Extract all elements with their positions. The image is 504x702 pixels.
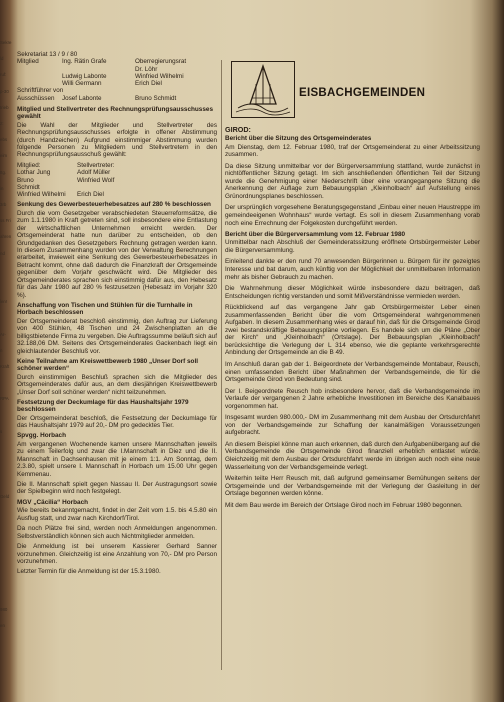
section-body: Mit dem Bau werde im Bereich der Ortslage Girod noch im Februar 1980 begonnen. xyxy=(225,501,463,509)
roster-top xyxy=(17,51,217,58)
binding-margin-fragment: ttg. xyxy=(0,169,7,175)
roster-cell: Ausschüssen xyxy=(17,94,55,102)
binding-margin-fragment: nd xyxy=(0,250,5,256)
vote-col-label: Mitglied: xyxy=(17,161,41,169)
roster-cell: Oberregierungsrat xyxy=(135,58,187,66)
roster-cell: Ing. Rätin Grafe xyxy=(62,58,107,66)
roster-sub-label: Mitglied xyxy=(17,58,39,66)
vote-cell: Adolf Müller xyxy=(77,169,111,177)
binding-margin-fragment: en xyxy=(0,623,5,629)
vote-cell: Erich Diel xyxy=(77,191,104,199)
vote-row xyxy=(17,169,217,176)
binding-margin-fragment: n xyxy=(0,347,3,353)
section-heading: Keine Teilnahme am Kreiswettbewerb 1980 „Unser Dorf soll schöner werden“ xyxy=(17,358,199,373)
binding-margin-fragment: Ar- xyxy=(0,331,6,337)
section-body: Durch die vom Gesetzgeber verabschiedeten Steuerreformsätze, die zum 1.1.1980 in Kraft getreten sind, soll insbesondere eine Entlastung der wirtschaftlichen Unternehmen erreicht werden. Der Ortsgemeinderat hatte nun darüber zu entscheiden, ob den Grundgedanken des Gesetzgebers Rechnung getragen werden kann. In diesem Zusammenhang wurden von der Verwaltung Berechnungen erarbeitet, inwieweit eine Senkung des Gewerbesteuerhebesatzes in Betracht kommt, ohne daß dadurch die Finanzkraft der Ortsgemeinde gegenüber dem Vorjahr geschwächt wird. Die Mitglieder des Ortsgemeinderates sprachen sich einstimmig dafür aus, den Hebesatz für das Jahr 1980 auf 280 % festzusetzen (Hebesatz im Vorjahr 320 %). xyxy=(17,209,217,299)
church-logo xyxy=(231,61,295,118)
binding-margin-fragment: Geld xyxy=(0,493,10,499)
section-body: Der Ortsgemeinderat beschloß einstimmig, den Auftrag zur Lieferung von 400 Stühlen, 48 Tischen und 24 Zwischenplatten an die billigstbietende Firma zu vergeben. Die Auftragssumme beläuft sich auf 32.188,06 DM. Seitens des Ortsgemeinderates Gackenbach liegt ein gleichlautender Beschluß vor. xyxy=(17,317,217,355)
section-body: Die II. Mannschaft spielt gegen Nassau II. Der Austragungsort sowie der Spielbeginn wird noch festgelegt. xyxy=(17,481,217,496)
roster-row xyxy=(17,80,217,87)
vote-cell: Lothar Jung xyxy=(17,169,51,177)
section-body: Der I. Beigeordnete Reusch hob insbesondere hervor, daß die Verbandsgemeinde im Verlaufe der vergangenen 2 Jahre erhebliche Investitionen im Bereiche des Kanalbaues vorgenommen hat. xyxy=(225,387,480,410)
roster-cell: Bruno Schmidt xyxy=(135,94,177,102)
section-body: Da diese Sitzung unmittelbar vor der Bürgerversammlung stattfand, wurde zunächst in nichtöffentlicher Sitzung getagt. Im sich anschließenden öffentlichen Teil der Sitzung wurde die Genehmigung einer Niederschrift über eine vorangegangene Sitzung die Anerkennung der Auflage zum Bebauungsplan „Kleinholbach“ auf Aufstellung eines Grünordnungsplanes beschlossen. xyxy=(225,162,480,200)
roster-cell: Erich Diel xyxy=(135,80,162,88)
section-heading: MGV „Cäcilia“ Horbach xyxy=(17,498,89,506)
section-body: Am Dienstag, dem 12. Februar 1980, traf der Ortsgemeinderat zu einer Arbeitssitzung zusammen. xyxy=(225,143,480,159)
church-logo-icon xyxy=(232,62,294,117)
binding-margin-fragment: ebs xyxy=(0,137,8,143)
section-body: Durch einstimmigen Beschluß sprachen sich die Mitglieder des Ortsgemeinderates dafür aus, an dem diesjährigen Kreiswettbewerb „Unser Dorf soll schöner werden“ nicht teilzunehmen. xyxy=(17,373,217,396)
roster-cell: Winfried Wilhelmi xyxy=(135,72,184,80)
vote-cell: Winfried Wolf xyxy=(77,176,115,184)
section-body: Der ursprünglich vorgesehene Beratungsgegenstand „Einbau einer neuen Haustreppe im gemeindeeigenen Wohnhaus“ wurde vertagt. Es soll in diesem Zusammenhang vorab noch eine Errechnung der Folgekosten durchgeführt werden. xyxy=(225,204,480,227)
binding-margin-fragment: p-30 xyxy=(0,88,9,94)
roster-cell xyxy=(17,80,62,87)
section-heading: GIROD: xyxy=(225,125,251,134)
vote-row xyxy=(17,191,217,198)
column-divider xyxy=(221,60,222,670)
binding-margin-fragment: trieb xyxy=(0,104,9,110)
section-heading: Bericht über die Bürgerversammlung vom 12. Februar 1980 xyxy=(225,231,406,239)
vote-col-label: Stellvertreter: xyxy=(77,161,115,169)
binding-margin-fragment: len! xyxy=(0,299,8,305)
roster-cell xyxy=(17,73,62,80)
section-heading: Senkung des Gewerbesteuerhebesatzes auf 280 % beschlossen xyxy=(17,201,211,209)
binding-margin-fragment: s xyxy=(0,428,3,434)
roster-top-label: Sekretariat 13 / 9 / 80 xyxy=(17,51,78,58)
roster-row xyxy=(17,58,217,65)
section-body: Weiterhin teilte Herr Reusch mit, daß aufgrund gemeinsamer Bemühungen seitens der Ortsgemeinde und der Verbandsgemeinde mit der Verlegung der Gasleitung in der Ortslage begonnen werden könne. xyxy=(225,475,480,498)
binding-margin-fragment: ld xyxy=(0,56,4,62)
vote-header xyxy=(17,162,217,169)
section-body: Der Ortsgemeinderat beschloß, die Festsetzung der Deckumlage für das Haushaltsjahr 1979 auf 20,- DM pro gedecktes Tier. xyxy=(17,414,217,430)
right-column xyxy=(225,124,480,513)
binding-margin-fragment: ahren xyxy=(0,234,12,240)
section-body: Die Anmeldung ist bei unserem Kassierer Gerhard Sanner vorzunehmen. Gleichzeitig ist eine Anzahlung von 70,- DM pro Person vorzunehmen. xyxy=(17,543,217,565)
section-body: Am vergangenen Wochenende kamen unsere Mannschaften jeweils zu einem Teilerfolg und zwar die I.Mannschaft in Diez und die II. Mannschaft in Dachsenhausen mit je einem 1:1. Am Sonntag, dem 2.3.80, spielt unsere I. Mannschaft in Horbach um 15.00 Uhr gegen Kemmenau. xyxy=(17,440,217,478)
binding-margin-fragment: Sekre xyxy=(0,40,12,45)
section-body: Unmittelbar nach Abschluß der Gemeinderatssitzung eröffnete Ortsbürgermeister Leber die Bürgerversammlung. xyxy=(225,239,480,254)
roster-cell: Willi Germann xyxy=(62,80,102,88)
section-body: Da noch Plätze frei sind, werden noch Anmeldungen angenommen. Selbstverständlich können sich auch Nichtmitglieder anmelden. xyxy=(17,525,217,540)
binding-margin-fragment: ruf: xyxy=(0,72,7,78)
binding-margin-fragment: RPA xyxy=(0,396,9,402)
section-body: Im Anschluß daran gab der 1. Beigeordnete der Verbandsgemeinde Montabaur, Reusch, einen umfassenden Bericht über Maßnahmen der Verbandsgemeinde, die für die Ortsgemeinde Girod von Bedeutung sind. xyxy=(225,361,480,384)
vote-row xyxy=(17,177,217,192)
binding-margin-fragment: 980 xyxy=(0,607,8,612)
section-heading: Spvgg. Horbach xyxy=(17,432,67,440)
binding-margin-fragment: z: xyxy=(0,121,4,126)
section-heading: Festsetzung der Deckumlage für das Haushaltsjahr 1979 beschlossen xyxy=(17,398,189,414)
section-body: Insgesamt wurden 980.000,- DM im Zusammenhang mit dem Ausbau der Ortsdurchfahrt von der Verbandsgemeinde zur Schaffung der kanalmäßigen Voraussetzungen aufgebracht. xyxy=(225,414,480,437)
roster-cell: Schriftführer von xyxy=(17,87,64,95)
section-heading: Mitglied und Stellvertreter des Rechnungsprüfungsausschusses gewählt xyxy=(17,106,214,121)
section-body: Wie bereits bekanntgemacht, findet in der Zeit vom 1.5. bis 4.5.80 ein Ausflug statt, und zwar nach Kirchdorf/Tirol. xyxy=(17,507,217,522)
roster-cell xyxy=(62,66,135,73)
section-body: Rückblickend auf das vergangene Jahr gab Ortsbürgermeister Leber einen zusammenfassenden Bericht über die vom Ortsgemeinderat wahrgenommenen Aufgaben. In diesem Zusammenhang wies er darauf hin, daß für die Ortsgemeinde Girod zwei bestandskräftige Bebauungspläne vorliegen. Es handele sich um die Pläne „Ober der Kirch“ und „Kleinholbach“ (Ortslage). Der Bebauungsplan „Kleinholbach“ berücksichtige die Verlegung der L 314 ebenso, wie die geplante verkehrsgerechte Anbindung der Ortsgemeinde an die B 49. xyxy=(225,304,480,357)
section-body: Die Wahl der Mitglieder und Stellvertreter des Rechnungsprüfungsausschusses erfolgte in offener Abstimmung (durch Handzeichen) Aufgrund einstimmiger Abstimmung wurden folgende Personen zu Mitgliedern und Stellvertretern in den Rechnungsprüfungsausschuß gewählt: xyxy=(17,121,217,159)
binding-margin xyxy=(0,40,14,680)
section-body: Einleitend dankte er den rund 70 anwesenden Bürgerinnen u. Bürgern für ihr gezeigtes Interesse und bat darum, auch künftig von der Möglichkeit der unmittelbaren Information mehr als bisher Gebrauch zu machen. xyxy=(225,258,480,281)
roster-cell: Dr. Löhr xyxy=(135,65,158,73)
roster-cell: Josef Labonte xyxy=(62,94,102,102)
binding-margin-fragment: ss Fri xyxy=(0,218,11,224)
section-body: An diesem Beispiel könne man auch erkennen, daß durch den Aufgabenübergang auf die Verbandsgemeinde die Ortsgemeinde Girod finanziell erheblich entlastet würde. Gleichzeitig mit dem Ausbau der Ortsdurchfahrt werde im übrigen auch noch eine neue Wasserleitung von der Verbandsgemeinde verlegt. xyxy=(225,440,480,471)
section-heading: Anschaffung von Tischen und Stühlen für die Turnhalle in Horbach beschlossen xyxy=(17,302,193,317)
binding-margin-fragment: eim xyxy=(0,153,8,159)
roster-cell: Ludwig Labonte xyxy=(62,72,107,80)
roster-row xyxy=(17,66,217,73)
binding-margin-fragment: Kraft xyxy=(0,364,10,369)
roster-row xyxy=(17,87,217,94)
roster-cell xyxy=(17,66,62,73)
vote-cell: Bruno Schmidt xyxy=(17,176,40,191)
section-body: Die Wahrnehmung dieser Möglichkeit würde insbesondere dazu beitragen, daß Entscheidungen richtig verstanden und somit Mißverständnisse vermieden werden. xyxy=(225,285,480,300)
section-body: Letzter Termin für die Anmeldung ist der 15.3.1980. xyxy=(17,568,161,576)
logo-label: EISBACHGEMEINDEN xyxy=(299,87,426,99)
binding-margin-fragment: 3rb xyxy=(0,202,7,207)
section-heading: Bericht über die Sitzung des Ortsgemeinderates xyxy=(225,135,372,143)
left-column xyxy=(17,51,217,579)
vote-cell: Winfried Wilhelmi xyxy=(17,191,66,199)
roster-row xyxy=(17,95,217,102)
roster-row xyxy=(17,73,217,80)
binding-margin-fragment: in xyxy=(0,185,4,191)
